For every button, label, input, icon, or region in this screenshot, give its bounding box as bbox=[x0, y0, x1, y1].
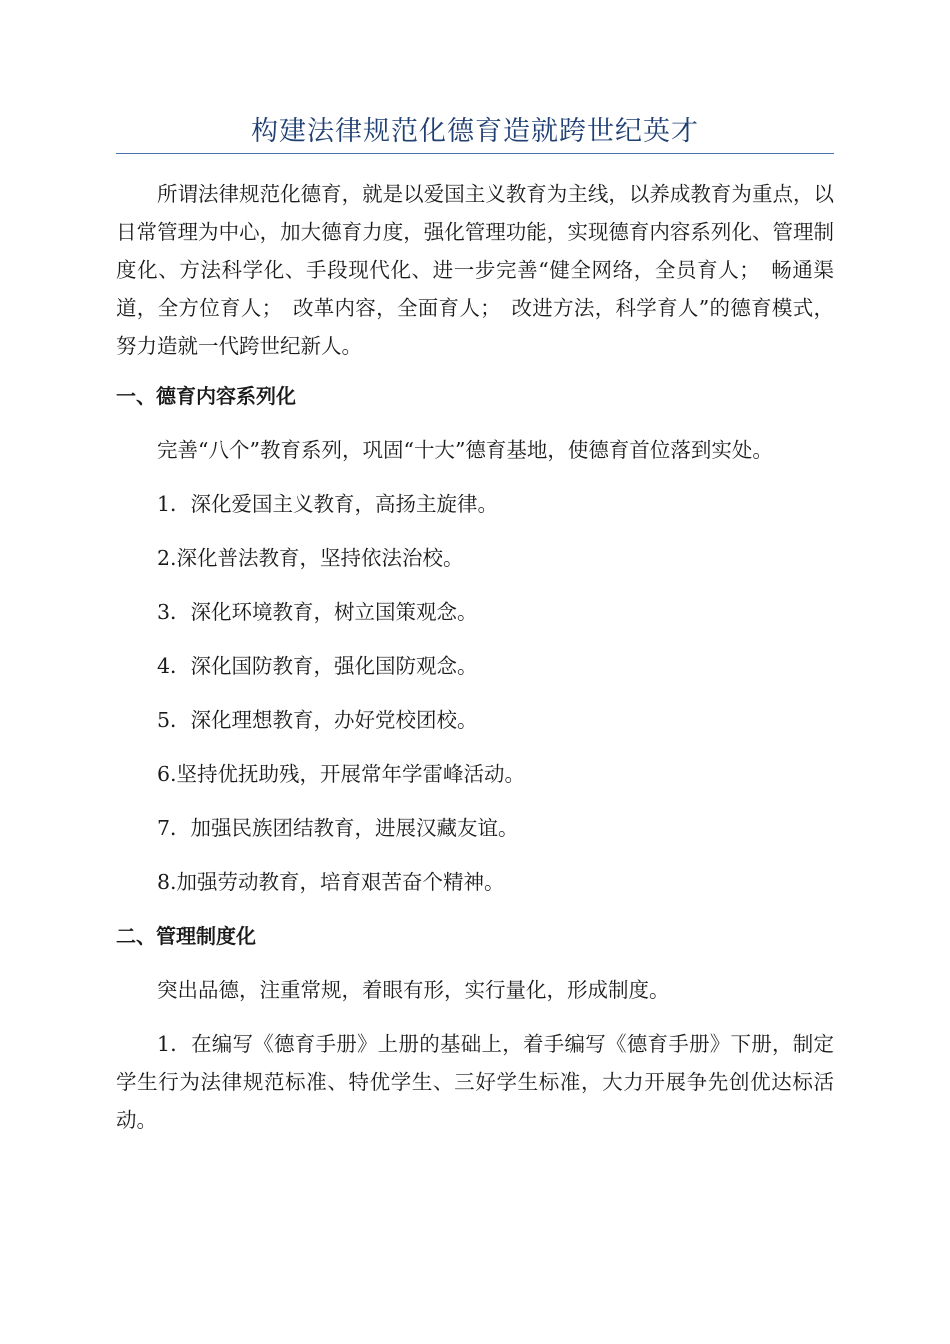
section-heading: 二、管理制度化 bbox=[116, 924, 256, 948]
section-2 bbox=[116, 917, 834, 1139]
title-underline bbox=[116, 153, 834, 154]
section-1 bbox=[116, 377, 834, 901]
list-item: 4．深化国防教育，强化国防观念。 bbox=[157, 654, 478, 678]
intro-paragraph: 所谓法律规范化德育，就是以爱国主义教育为主线，以养成教育为重点，以日常管理为中心，加大德育力度，强化管理功能，实现德育内容系列化、管理制度化、方法科学化、手段现代化、进一步完善“健全网络，全员育人； 畅通渠道，全方位育人； 改革内容，全面育人； 改进方法，科学育人”的德育模式，努力造就一代跨世纪新人。 bbox=[116, 182, 834, 358]
list-item: 1．深化爱国主义教育，高扬主旋律。 bbox=[157, 492, 499, 516]
section-lead-paragraph: 完善“八个”教育系列，巩固“十大”德育基地，使德育首位落到实处。 bbox=[157, 438, 773, 462]
list-item: 5．深化理想教育，办好党校团校。 bbox=[157, 708, 478, 732]
list-item: 3．深化环境教育，树立国策观念。 bbox=[157, 600, 478, 624]
document-body bbox=[116, 175, 834, 1139]
list-item: 6.坚持优抚助残，开展常年学雷峰活动。 bbox=[157, 762, 526, 786]
list-item: 7．加强民族团结教育，进展汉藏友谊。 bbox=[157, 816, 519, 840]
document-title: 构建法律规范化德育造就跨世纪英才 bbox=[251, 116, 699, 147]
section-heading: 一、德育内容系列化 bbox=[116, 384, 296, 408]
list-item: 2.深化普法教育，坚持依法治校。 bbox=[157, 546, 464, 570]
list-item: 8.加强劳动教育，培育艰苦奋个精神。 bbox=[157, 870, 505, 894]
list-item: 1．在编写《德育手册》上册的基础上，着手编写《德育手册》下册，制定学生行为法律规范标准、特优学生、三好学生标准，大力开展争先创优达标活动。 bbox=[116, 1032, 834, 1132]
section-lead-paragraph: 突出品德，注重常规，着眼有形，实行量化，形成制度。 bbox=[157, 978, 670, 1002]
